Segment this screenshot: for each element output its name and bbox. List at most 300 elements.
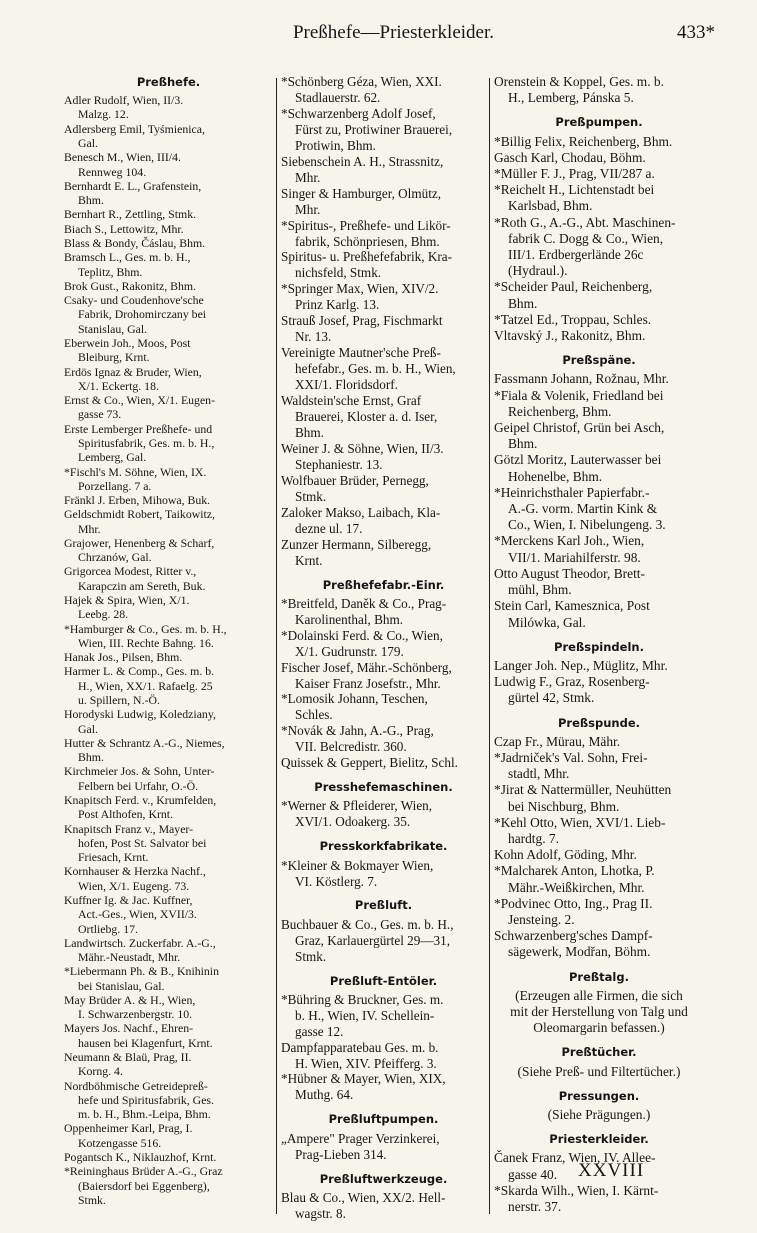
entry-line: Gal. xyxy=(78,136,98,151)
directory-entry xyxy=(494,815,704,847)
section-heading: Preßhefefabr.-Einr. xyxy=(322,577,445,592)
directory-entry xyxy=(281,345,486,393)
directory-entry xyxy=(64,1121,273,1150)
entry-line: *Kleiner & Bokmayer Wien, xyxy=(281,857,434,873)
directory-entry xyxy=(494,533,704,565)
entry-line: gasse 73. xyxy=(78,407,122,422)
entry-line: *Podvinec Otto, Ing., Prag II. xyxy=(494,895,653,911)
entry-line: *Spiritus-, Preßhefe- und Likör- xyxy=(281,217,451,233)
entry-line: VI. Köstlerg. 7. xyxy=(295,873,378,889)
entry-line: Post Althofen, Krnt. xyxy=(78,807,174,822)
directory-entry xyxy=(64,993,273,1022)
entry-line: *Hamburger & Co., Ges. m. b. H., xyxy=(64,621,227,636)
section-heading: Preßluftwerkzeuge. xyxy=(319,1171,448,1186)
entry-line: Stmk. xyxy=(78,1192,106,1207)
directory-entry xyxy=(64,493,273,507)
entry-line: *Springer Max, Wien, XIV/2. xyxy=(281,281,439,297)
directory-entry xyxy=(64,964,273,993)
running-head: Preßhefe—Priesterkleider. xyxy=(292,22,494,43)
entry-line: Bhm. xyxy=(508,295,538,311)
entry-line: XXI/1. Floridsdorf. xyxy=(295,377,398,393)
cross-reference-note xyxy=(494,1107,704,1123)
entry-line: Mhr. xyxy=(295,169,321,185)
entry-line: mit der Herstellung von Talg und xyxy=(510,1003,688,1019)
entry-line: Ernst & Co., Wien, X/1. Eugen- xyxy=(64,393,216,408)
directory-entry xyxy=(281,281,486,313)
entry-line: Leebg. 28. xyxy=(78,607,129,622)
entry-line: Gal. xyxy=(78,721,98,736)
entry-line: (Siehe Preß- und Filtertücher.) xyxy=(517,1063,681,1079)
section-heading: Preßtücher. xyxy=(561,1045,637,1060)
entry-line: Karolinenthal, Bhm. xyxy=(295,611,404,627)
entry-line: Zaloker Makso, Laibach, Kla- xyxy=(281,504,441,520)
entry-line: X/1. Gudrunstr. 179. xyxy=(295,643,404,659)
entry-line: Landwirtsch. Zuckerfabr. A.-G., xyxy=(64,935,216,950)
entry-line: Spiritusfabrik, Ges. m. b. H., xyxy=(78,435,215,450)
directory-entry xyxy=(64,864,273,893)
entry-line: H. Wien, XIV. Pfeifferg. 3. xyxy=(295,1055,437,1071)
entry-line: m. b. H., Bhm.-Leipa, Bhm. xyxy=(78,1107,211,1122)
entry-line: Wien, III. Rechte Bahng. 16. xyxy=(78,635,214,650)
entry-line: Korng. 4. xyxy=(78,1064,123,1079)
entry-line: *Bühring & Bruckner, Ges. m. xyxy=(281,991,444,1007)
directory-entry xyxy=(281,755,486,771)
entry-line: H., Lemberg, Pánska 5. xyxy=(508,90,634,106)
directory-entry xyxy=(64,622,273,651)
entry-line: *Jadrniček's Val. Sohn, Frei- xyxy=(494,749,648,765)
directory-entry xyxy=(281,505,486,537)
entry-line: Nordböhmische Getreidepreß- xyxy=(64,1078,208,1093)
directory-entry xyxy=(494,328,704,344)
entry-line: Prinz Karlg. 13. xyxy=(295,297,380,313)
entry-line: *Müller F. J., Prag, VII/287 a. xyxy=(494,166,655,182)
directory-entry xyxy=(281,1071,486,1103)
entry-line: Bleiburg, Krnt. xyxy=(78,350,150,365)
entry-line: Neumann & Blaü, Prag, II. xyxy=(64,1050,192,1065)
directory-entry xyxy=(494,420,704,452)
entry-line: Stadlauerstr. 62. xyxy=(295,89,381,105)
entry-line: *Hübner & Mayer, Wien, XIX, xyxy=(281,1071,446,1087)
entry-line: Götzl Moritz, Lauterwasser bei xyxy=(494,452,662,468)
entry-line: Csaky- und Coudenhove'sche xyxy=(64,293,204,308)
directory-entry xyxy=(494,658,704,674)
section-heading: Presshefemaschinen. xyxy=(314,780,453,795)
entry-line: hefefabr., Ges. m. b. H., Wien, xyxy=(295,361,456,377)
entry-line: Bhm. xyxy=(78,750,104,765)
entry-line: nerstr. 37. xyxy=(508,1199,562,1214)
entry-line: Quissek & Geppert, Bielitz, Schl. xyxy=(281,755,458,771)
entry-line: Oppenheimer Karl, Prag, I. xyxy=(64,1121,193,1136)
entry-line: Eberwein Joh., Moos, Post xyxy=(64,335,191,350)
entry-line: *Schönberg Géza, Wien, XXI. xyxy=(281,74,442,89)
entry-line: *Liebermann Ph. & B., Knihinin xyxy=(64,964,219,979)
cross-reference-note xyxy=(494,1064,704,1080)
entry-line: Protiwin, Bhm. xyxy=(295,137,376,153)
section-heading: Pressungen. xyxy=(558,1088,640,1103)
entry-line: Co., Wien, I. Nibelungeng. 3. xyxy=(508,517,666,533)
entry-line: Nr. 13. xyxy=(295,329,332,345)
entry-line: Reichenberg, Bhm. xyxy=(508,403,612,419)
entry-line: Bramsch L., Ges. m. b. H., xyxy=(64,250,191,265)
entry-line: Singer & Hamburger, Olmütz, xyxy=(281,185,442,201)
directory-entry xyxy=(494,485,704,534)
directory-entry xyxy=(281,249,486,281)
entry-line: *Malcharek Anton, Lhotka, P. xyxy=(494,863,655,879)
directory-entry xyxy=(281,393,486,441)
directory-entry xyxy=(64,793,273,822)
entry-line: hefe und Spiritusfabrik, Ges. xyxy=(78,1092,214,1107)
entry-line: Friesach, Krnt. xyxy=(78,850,149,865)
entry-line: *Schwarzenberg Adolf Josef, xyxy=(281,105,436,121)
directory-entry xyxy=(494,598,704,630)
entry-line: Bhm. xyxy=(78,193,104,208)
entry-line: Langer Joh. Nep., Müglitz, Mhr. xyxy=(494,657,668,673)
entry-line: *Roth G., A.-G., Abt. Maschinen- xyxy=(494,214,676,230)
entry-line: A.-G. vorm. Martin Kink & xyxy=(508,501,658,517)
entry-line: hausen bei Klagenfurt, Krnt. xyxy=(78,1035,213,1050)
directory-entry xyxy=(281,1040,486,1072)
entry-line: Vltavský J., Rakonitz, Bhm. xyxy=(494,328,646,344)
entry-line: (Hydraul.). xyxy=(508,263,568,279)
entry-line: Fränkl J. Erben, Mihowa, Buk. xyxy=(64,493,211,508)
directory-entry xyxy=(64,93,273,122)
directory-entry xyxy=(64,536,273,565)
directory-entry xyxy=(64,507,273,536)
column-divider xyxy=(489,78,490,1214)
entry-line: Bhm. xyxy=(508,436,538,452)
column-3 xyxy=(494,74,704,1215)
column-1 xyxy=(64,74,273,1207)
entry-line: Geldschmidt Robert, Taikowitz, xyxy=(64,507,215,522)
entry-line: Jensteing. 2. xyxy=(508,911,575,927)
entry-line: Ortliebg. 17. xyxy=(78,921,138,936)
entry-line: Bhm. xyxy=(295,424,324,440)
section-heading: Preßspindeln. xyxy=(554,639,644,654)
entry-line: Act.-Ges., Wien, XVII/3. xyxy=(78,907,197,922)
directory-entry xyxy=(64,664,273,707)
entry-line: *Dolainski Ferd. & Co., Wien, xyxy=(281,627,443,643)
entry-line: mühl, Bhm. xyxy=(508,582,572,598)
directory-entry xyxy=(64,222,273,236)
entry-line: Biach S., Lettowitz, Mhr. xyxy=(64,221,184,236)
entry-line: Mhr. xyxy=(78,521,101,536)
entry-line: wagstr. 8. xyxy=(295,1205,346,1221)
entry-line: *Lomosik Johann, Teschen, xyxy=(281,691,428,707)
entry-line: Kirchmeier Jos. & Sohn, Unter- xyxy=(64,764,215,779)
entry-line: Prag-Lieben 314. xyxy=(295,1146,387,1162)
section-heading: Priesterkleider. xyxy=(549,1132,649,1147)
entry-line: *Breitfeld, Daněk & Co., Prag- xyxy=(281,595,447,611)
directory-entry xyxy=(64,1164,273,1207)
entry-line: Mähr.-Neustadt, Mhr. xyxy=(78,950,181,965)
entry-line: Oleomargarin befassen.) xyxy=(533,1020,665,1036)
directory-entry xyxy=(281,313,486,345)
directory-entry xyxy=(281,660,486,692)
entry-line: Schwarzenberg'sches Dampf- xyxy=(494,928,653,944)
entry-line: Dampfapparatebau Ges. m. b. xyxy=(281,1039,439,1055)
entry-line: Erdös Ignaz & Bruder, Wien, xyxy=(64,364,202,379)
entry-line: Chrzanów, Gal. xyxy=(78,550,152,565)
entry-line: Teplitz, Bhm. xyxy=(78,264,143,279)
entry-line: Kotzengasse 516. xyxy=(78,1135,162,1150)
entry-line: Schles. xyxy=(295,707,333,723)
entry-line: Knapitsch Ferd. v., Krumfelden, xyxy=(64,792,217,807)
entry-line: gürtel 42, Stmk. xyxy=(508,690,595,706)
entry-line: Orenstein & Koppel, Ges. m. b. xyxy=(494,74,664,89)
entry-line: Benesch M., Wien, III/4. xyxy=(64,150,181,165)
entry-line: Strauß Josef, Prag, Fischmarkt xyxy=(281,313,443,329)
entry-line: Lemberg, Gal. xyxy=(78,450,147,465)
entry-line: Adler Rudolf, Wien, II/3. xyxy=(64,93,184,108)
entry-line: (Baiersdorf bei Eggenberg), xyxy=(78,1178,210,1193)
entry-line: Rennweg 104. xyxy=(78,164,147,179)
directory-entry xyxy=(64,1150,273,1164)
directory-entry xyxy=(281,917,486,965)
entry-line: Bernhardt E. L., Grafenstein, xyxy=(64,178,202,193)
entry-line: Hajek & Spira, Wien, X/1. xyxy=(64,593,190,608)
entry-line: Brauerei, Kloster a. d. Iser, xyxy=(295,409,438,425)
entry-line: Stein Carl, Kamesznica, Post xyxy=(494,598,650,614)
directory-entry xyxy=(64,207,273,221)
entry-line: nichsfeld, Stmk. xyxy=(295,265,382,281)
entry-line: gasse 40. xyxy=(508,1166,558,1182)
directory-entry xyxy=(64,564,273,593)
directory-entry xyxy=(494,847,704,863)
entry-line: Karapczin am Sereth, Buk. xyxy=(78,578,206,593)
entry-line: Kornhauser & Herzka Nachf., xyxy=(64,864,206,879)
entry-line: Brok Gust., Rakonitz, Bhm. xyxy=(64,278,197,293)
section-heading: Preßluft. xyxy=(354,898,413,913)
directory-entry xyxy=(281,154,486,186)
directory-entry xyxy=(494,782,704,814)
entry-line: Ludwig F., Graz, Rosenberg- xyxy=(494,674,650,690)
entry-line: Stephaniestr. 13. xyxy=(295,456,383,472)
entry-line: Graz, Karlauergürtel 29—31, xyxy=(295,932,451,948)
entry-line: VII. Belcredistr. 360. xyxy=(295,739,407,755)
entry-line: Weiner J. & Söhne, Wien, II/3. xyxy=(281,440,444,456)
entry-line: Geipel Christof, Grün bei Asch, xyxy=(494,420,665,436)
entry-line: VII/1. Mariahilferstr. 98. xyxy=(508,549,641,565)
entry-line: Bernhart R., Zettling, Stmk. xyxy=(64,207,197,222)
entry-line: *Scheider Paul, Reichenberg, xyxy=(494,279,653,295)
directory-entry xyxy=(64,893,273,936)
directory-entry xyxy=(281,106,486,154)
entry-line: Felbern bei Urfahr, O.-Ö. xyxy=(78,778,199,793)
directory-entry xyxy=(64,1050,273,1079)
entry-line: Otto August Theodor, Brett- xyxy=(494,565,645,581)
entry-line: Fischer Josef, Mähr.-Schönberg, xyxy=(281,659,452,675)
directory-entry xyxy=(64,150,273,179)
directory-entry xyxy=(281,218,486,250)
directory-entry xyxy=(494,388,704,420)
entry-line: Stmk. xyxy=(295,948,327,964)
entry-line: Erste Lemberger Preßhefe- und xyxy=(64,421,213,436)
entry-line: Stmk. xyxy=(295,488,327,504)
entry-line: Karlsbad, Bhm. xyxy=(508,198,593,214)
entry-line: May Brüder A. & H., Wien, xyxy=(64,992,196,1007)
entry-line: *Fiala & Volenik, Friedland bei xyxy=(494,387,664,403)
directory-entry xyxy=(64,822,273,865)
directory-entry xyxy=(281,723,486,755)
entry-line: Pogantsch K., Niklauzhof, Krnt. xyxy=(64,1150,217,1165)
entry-line: Mayers Jos. Nachf., Ehren- xyxy=(64,1021,194,1036)
entry-line: Buchbauer & Co., Ges. m. b. H., xyxy=(281,916,454,932)
page-header xyxy=(60,6,727,52)
entry-line: *Novák & Jahn, A.-G., Prag, xyxy=(281,723,434,739)
directory-entry xyxy=(494,134,704,150)
directory-entry xyxy=(494,896,704,928)
directory-entry xyxy=(64,279,273,293)
entry-line: I. Schwarzenbergstr. 10. xyxy=(78,1007,193,1022)
directory-entry xyxy=(494,750,704,782)
entry-line: III/1. Erdbergerlände 26c xyxy=(508,247,644,263)
entry-line: Fabrik, Drohomirczany bei xyxy=(78,307,207,322)
entry-line: Spiritus- u. Preßhefefabrik, Kra- xyxy=(281,249,453,265)
directory-entry xyxy=(64,1079,273,1122)
entry-line: *Reichelt H., Lichtenstadt bei xyxy=(494,182,655,198)
entry-line: bei Nischburg, Bhm. xyxy=(508,798,620,814)
entry-line: *Heinrichsthaler Papierfabr.- xyxy=(494,484,650,500)
directory-entry xyxy=(281,441,486,473)
entry-line: sägewerk, Modřan, Böhm. xyxy=(508,944,651,960)
entry-line: *Werner & Pfleiderer, Wien, xyxy=(281,798,433,814)
directory-entry xyxy=(281,74,486,106)
directory-entry xyxy=(281,691,486,723)
column-2 xyxy=(281,74,486,1222)
entry-line: Vereinigte Mautner'sche Preß- xyxy=(281,345,441,361)
entry-line: Siebenschein A. H., Strassnitz, xyxy=(281,153,444,169)
directory-entry xyxy=(494,312,704,328)
entry-line: Milówka, Gal. xyxy=(508,614,586,630)
entry-line: *Jirat & Nattermüller, Neuhütten xyxy=(494,782,672,798)
entry-line: Waldstein'sche Ernst, Graf xyxy=(281,393,422,409)
entry-line: Blau & Co., Wien, XX/2. Hell- xyxy=(281,1189,446,1205)
cross-reference-note xyxy=(494,988,704,1037)
directory-entry xyxy=(494,371,704,387)
entry-line: Wolfbauer Brüder, Pernegg, xyxy=(281,472,429,488)
entry-line: (Erzeugen alle Firmen, die sich xyxy=(515,987,683,1003)
section-heading: Presskorkfabrikate. xyxy=(319,839,448,854)
entry-line: Zunzer Hermann, Silberegg, xyxy=(281,536,432,552)
directory-entry xyxy=(64,122,273,151)
directory-entry xyxy=(494,734,704,750)
section-heading: Preßpumpen. xyxy=(555,115,643,130)
entry-line: hardtg. 7. xyxy=(508,830,559,846)
entry-line: Hutter & Schrantz A.-G., Niemes, xyxy=(64,735,225,750)
entry-line: Adlersberg Emil, Tyśmienica, xyxy=(64,121,205,136)
directory-entry xyxy=(281,858,486,890)
directory-entry xyxy=(64,179,273,208)
directory-entry xyxy=(494,452,704,484)
entry-line: Malzg. 12. xyxy=(78,107,129,122)
entry-line: Kuffner Ig. & Jac. Kuffner, xyxy=(64,892,193,907)
entry-line: *Kehl Otto, Wien, XVI/1. Lieb- xyxy=(494,814,666,830)
entry-line: gasse 12. xyxy=(295,1023,344,1039)
entry-line: Kohn Adolf, Göding, Mhr. xyxy=(494,847,637,863)
section-heading: Preßluftpumpen. xyxy=(328,1112,439,1127)
entry-line: Knapitsch Franz v., Mayer- xyxy=(64,821,194,836)
entry-line: stadtl, Mhr. xyxy=(508,766,570,782)
entry-line: „Ampere" Prager Verzinkerei, xyxy=(281,1130,440,1146)
entry-line: bei Stanislau, Gal. xyxy=(78,978,165,993)
directory-entry xyxy=(494,674,704,706)
entry-line: Horodyski Ludwig, Koledziany, xyxy=(64,707,216,722)
section-heading: Preßspunde. xyxy=(557,715,641,730)
entry-line: Grajower, Henenberg & Scharf, xyxy=(64,535,215,550)
directory-entry xyxy=(64,336,273,365)
entry-line: Blass & Bondy, Čáslau, Bhm. xyxy=(64,236,206,251)
directory-entry xyxy=(494,150,704,166)
entry-line: *Billig Felix, Reichenberg, Bhm. xyxy=(494,133,673,149)
entry-line: Harmer L. & Comp., Ges. m. b. xyxy=(64,664,215,679)
section-heading: Preßspäne. xyxy=(562,353,636,368)
entry-line: b. H., Wien, IV. Schellein- xyxy=(295,1007,435,1023)
entry-line: (Siehe Prägungen.) xyxy=(547,1106,651,1122)
entry-line: *Tatzel Ed., Troppau, Schles. xyxy=(494,311,652,327)
directory-entry xyxy=(494,74,704,106)
directory-entry xyxy=(281,1190,486,1222)
entry-line: Čanek Franz, Wien, IV. Allee- xyxy=(494,1150,656,1166)
directory-entry xyxy=(64,1021,273,1050)
entry-line: fabrik C. Dogg & Co., Wien, xyxy=(508,230,664,246)
directory-entry xyxy=(64,422,273,465)
directory-entry xyxy=(64,936,273,965)
directory-entry xyxy=(64,465,273,494)
directory-entry xyxy=(64,650,273,664)
entry-line: Czap Fr., Mürau, Mähr. xyxy=(494,733,621,749)
section-heading: Preßtalg. xyxy=(569,969,629,984)
entry-line: Fassmann Johann, Rožnau, Mhr. xyxy=(494,371,669,387)
entry-line: *Merckens Karl Joh., Wien, xyxy=(494,533,645,549)
directory-entry xyxy=(494,863,704,895)
directory-entry xyxy=(281,596,486,628)
entry-line: Fürst zu, Protiwiner Brauerei, xyxy=(295,121,453,137)
directory-entry xyxy=(64,293,273,336)
entry-line: Muthg. 64. xyxy=(295,1087,354,1103)
page-number: 433* xyxy=(677,22,715,43)
entry-line: Grigorcea Modest, Ritter v., xyxy=(64,564,197,579)
directory-entry xyxy=(281,537,486,569)
directory-entry xyxy=(494,182,704,214)
entry-line: dezne ul. 17. xyxy=(295,520,363,536)
directory-entry xyxy=(281,798,486,830)
directory-entry xyxy=(64,593,273,622)
entry-line: *Reininghaus Brüder A.-G., Graz xyxy=(64,1164,223,1179)
entry-line: hofen, Post St. Salvator bei xyxy=(78,835,207,850)
directory-entry xyxy=(281,1131,486,1163)
directory-entry xyxy=(281,473,486,505)
entry-line: Hohenelbe, Bhm. xyxy=(508,468,603,484)
directory-entry xyxy=(494,279,704,311)
section-heading: Preßluft-Entöler. xyxy=(329,973,438,988)
entry-line: Mähr.-Weißkirchen, Mhr. xyxy=(508,879,645,895)
directory-entry xyxy=(64,250,273,279)
directory-entry xyxy=(494,566,704,598)
entry-line: H., Wien, XX/1. Rafaelg. 25 xyxy=(78,678,213,693)
directory-entry xyxy=(494,928,704,960)
directory-entry xyxy=(494,166,704,182)
entry-line: Porzellang. 7 a. xyxy=(78,478,152,493)
entry-line: Gasch Karl, Chodau, Böhm. xyxy=(494,149,646,165)
entry-line: Stanislau, Gal. xyxy=(78,321,148,336)
directory-entry xyxy=(281,628,486,660)
directory-entry xyxy=(494,215,704,280)
directory-entry xyxy=(64,764,273,793)
entry-line: Wien, X/1. Eugeng. 73. xyxy=(78,878,190,893)
entry-line: Kaiser Franz Josefstr., Mhr. xyxy=(295,675,441,691)
entry-line: X/1. Eckertg. 18. xyxy=(78,378,159,393)
directory-entry xyxy=(64,236,273,250)
